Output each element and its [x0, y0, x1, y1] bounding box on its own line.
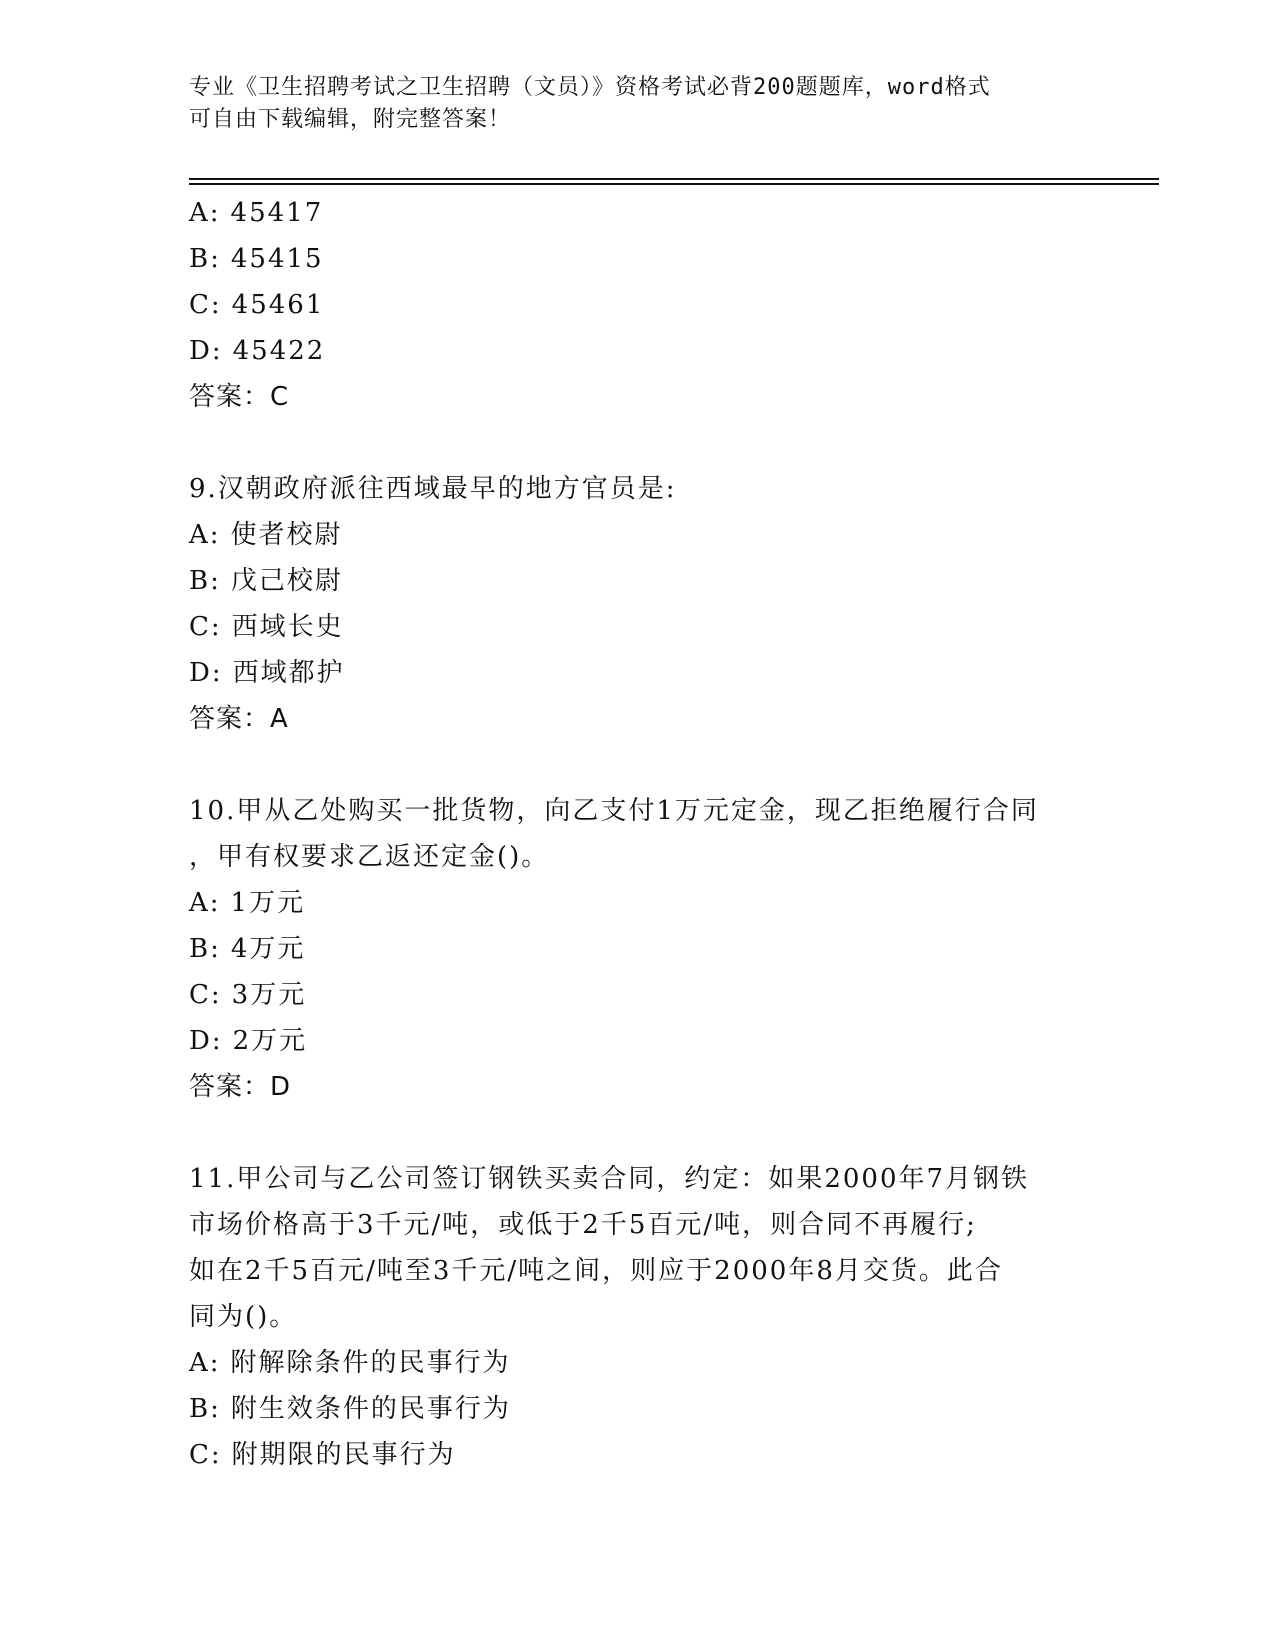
option-text: 附生效条件的民事行为 — [230, 1394, 511, 1424]
spacer — [189, 742, 1089, 788]
option-text: 2万元 — [232, 1026, 308, 1056]
question-text: 9.汉朝政府派往西域最早的地方官员是: — [189, 474, 677, 504]
option-prefix: A: — [189, 888, 221, 918]
option-prefix: C: — [189, 290, 222, 320]
option-text: 附解除条件的民事行为 — [230, 1348, 511, 1378]
question-block-11 — [189, 1156, 1089, 1478]
option-c — [189, 604, 1089, 650]
option-text: 45422 — [232, 336, 326, 366]
answer-line: 答案：D — [189, 1072, 292, 1102]
option-d — [189, 1018, 1089, 1064]
question-text-line-1: 11.甲公司与乙公司签订钢铁买卖合同，约定：如果2000年7月钢铁 — [189, 1164, 1030, 1194]
question-block-prev — [189, 190, 1089, 420]
option-d — [189, 328, 1089, 374]
option-text: 戊己校尉 — [230, 566, 343, 596]
option-text: 3万元 — [231, 980, 307, 1010]
header-divider-bottom — [189, 183, 1159, 185]
option-prefix: C: — [189, 612, 222, 642]
option-prefix: D: — [189, 1026, 223, 1056]
document-header — [189, 72, 1069, 136]
option-prefix: B: — [189, 934, 221, 964]
header-divider-top — [189, 178, 1159, 180]
option-prefix: B: — [189, 244, 221, 274]
option-a — [189, 512, 1089, 558]
question-text-line-3: 如在2千5百元/吨至3千元/吨之间，则应于2000年8月交货。此合 — [189, 1256, 1003, 1286]
option-d — [189, 650, 1089, 696]
option-prefix: A: — [189, 520, 221, 550]
option-c — [189, 972, 1089, 1018]
question-block-10 — [189, 788, 1089, 1110]
question-text-line-1: 10.甲从乙处购买一批货物，向乙支付1万元定金，现乙拒绝履行合同 — [189, 796, 1039, 826]
option-text: 1万元 — [230, 888, 306, 918]
option-text: 西域长史 — [231, 612, 344, 642]
option-b — [189, 926, 1089, 972]
answer-line: 答案：A — [189, 704, 289, 734]
question-list — [189, 190, 1089, 1478]
option-prefix: B: — [189, 566, 221, 596]
option-c — [189, 282, 1089, 328]
option-prefix: D: — [189, 336, 223, 366]
option-text: 45417 — [230, 198, 324, 228]
option-text: 45415 — [230, 244, 324, 274]
answer-line: 答案：C — [189, 382, 290, 412]
question-text-line-2: 市场价格高于3千元/吨，或低于2千5百元/吨，则合同不再履行; — [189, 1210, 977, 1240]
option-prefix: D: — [189, 658, 223, 688]
option-text: 西域都护 — [232, 658, 345, 688]
option-a — [189, 880, 1089, 926]
option-a — [189, 1340, 1089, 1386]
option-text: 附期限的民事行为 — [231, 1440, 456, 1470]
option-prefix: C: — [189, 980, 222, 1010]
option-b — [189, 558, 1089, 604]
question-block-9 — [189, 466, 1089, 742]
option-b — [189, 1386, 1089, 1432]
option-text: 45461 — [231, 290, 325, 320]
option-text: 4万元 — [230, 934, 306, 964]
header-line-1: 专业《卫生招聘考试之卫生招聘（文员）》资格考试必背200题题库，word格式 — [189, 75, 991, 100]
header-line-2: 可自由下载编辑，附完整答案！ — [189, 107, 512, 132]
option-b — [189, 236, 1089, 282]
question-text-line-2: ，甲有权要求乙返还定金()。 — [189, 842, 550, 872]
option-prefix: B: — [189, 1394, 221, 1424]
option-c — [189, 1432, 1089, 1478]
option-prefix: A: — [189, 1348, 221, 1378]
option-prefix: C: — [189, 1440, 222, 1470]
question-text-line-4: 同为()。 — [189, 1302, 298, 1332]
spacer — [189, 420, 1089, 466]
option-text: 使者校尉 — [230, 520, 343, 550]
option-a — [189, 190, 1089, 236]
spacer — [189, 1110, 1089, 1156]
option-prefix: A: — [189, 198, 221, 228]
